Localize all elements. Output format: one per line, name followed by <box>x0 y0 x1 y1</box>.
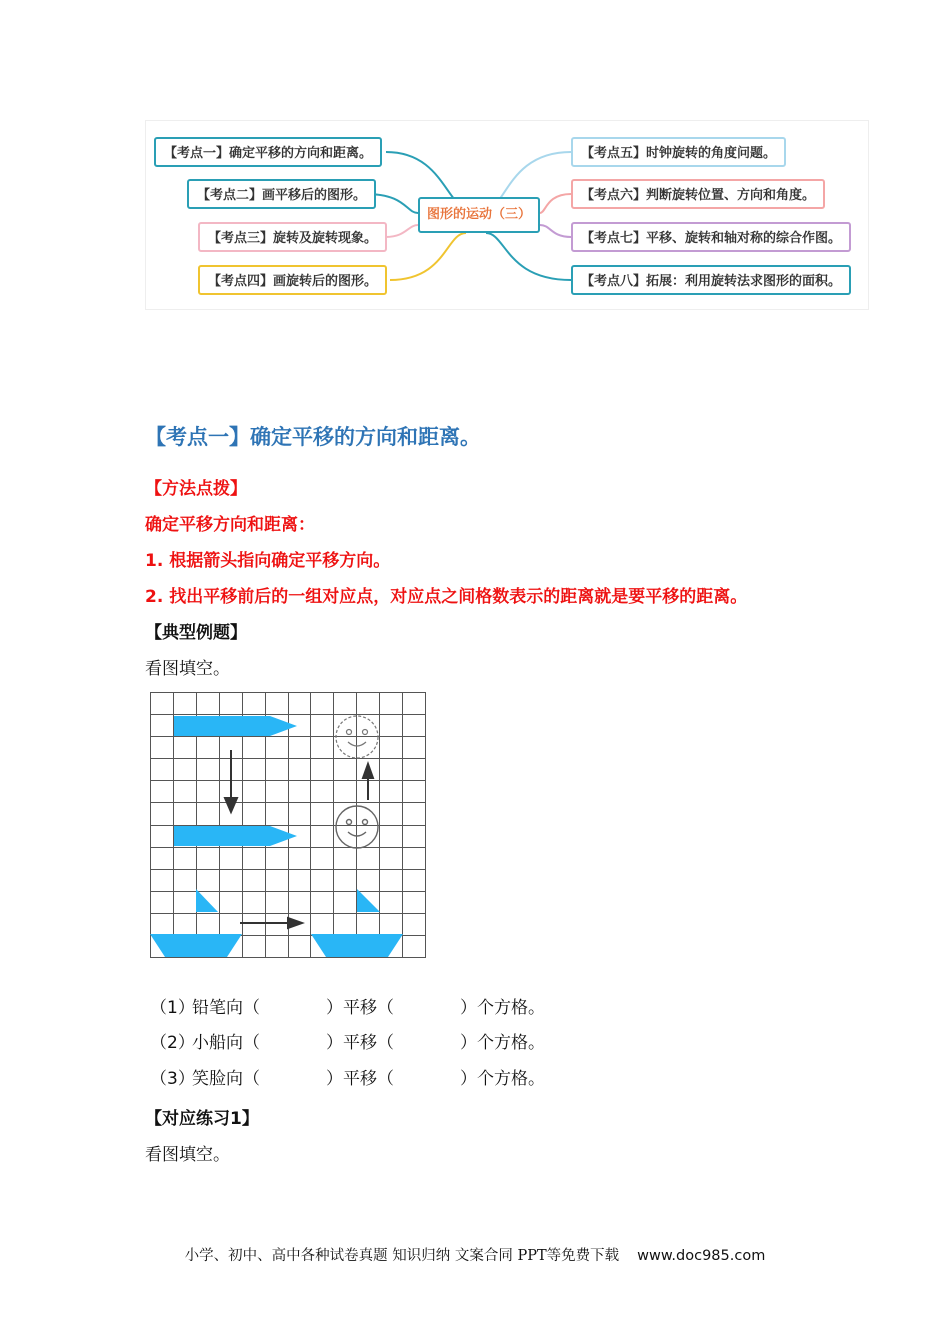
mind-map-node-3: 【考点三】旋转及旋转现象。 <box>198 222 387 252</box>
mind-map-center: 图形的运动（三） <box>418 197 540 233</box>
question-3-part2: ）个方格。 <box>460 1069 545 1089</box>
method-intro: 确定平移方向和距离： <box>145 515 315 535</box>
mind-map-node-2: 【考点二】画平移后的图形。 <box>187 179 376 209</box>
pencil-moved-shape <box>174 826 297 846</box>
footer-url: www.doc985.com <box>637 1248 766 1264</box>
mind-map-node-4: 【考点四】画旋转后的图形。 <box>198 265 387 295</box>
practice-instruction: 看图填空。 <box>145 1145 230 1165</box>
mind-map-node-1: 【考点一】确定平移的方向和距离。 <box>154 137 382 167</box>
question-3-object: 笑脸向（ <box>192 1069 260 1089</box>
question-2-part2: ）个方格。 <box>460 1033 545 1053</box>
arrow-right <box>240 918 302 928</box>
footer-text: 小学、初中、高中各种试卷真题 知识归纳 文案合同 PPT等免费下载 <box>184 1248 620 1264</box>
question-1-part2: ）个方格。 <box>460 998 545 1018</box>
question-1 <box>150 996 570 1020</box>
question-1-object: 铅笔向（ <box>192 998 260 1018</box>
method-point-1: 1. 根据箭头指向确定平移方向。 <box>145 551 391 571</box>
mind-map-node-5: 【考点五】时钟旋转的角度问题。 <box>571 137 786 167</box>
question-2-object: 小船向（ <box>192 1033 260 1053</box>
question-1-number: （1） <box>150 998 195 1018</box>
arrow-up <box>363 764 373 800</box>
mind-map <box>145 120 869 310</box>
mind-map-node-6: 【考点六】判断旋转位置、方向和角度。 <box>571 179 825 209</box>
mind-map-node-8: 【考点八】拓展：利用旋转法求图形的面积。 <box>571 265 851 295</box>
question-2-number: （2） <box>150 1033 195 1053</box>
section-title: 【考点一】确定平移的方向和距离。 <box>145 425 481 449</box>
method-heading: 【方法点拨】 <box>145 479 247 499</box>
example-heading: 【典型例题】 <box>145 623 247 643</box>
translation-grid-figure <box>150 692 426 958</box>
example-instruction: 看图填空。 <box>145 659 230 679</box>
question-3-part1: ）平移（ <box>326 1069 394 1089</box>
question-2 <box>150 1031 570 1055</box>
practice-heading: 【对应练习1】 <box>145 1109 259 1129</box>
question-1-part1: ）平移（ <box>326 998 394 1018</box>
question-3-number: （3） <box>150 1069 195 1089</box>
mind-map-node-7: 【考点七】平移、旋转和轴对称的综合作图。 <box>571 222 851 252</box>
question-2-part1: ）平移（ <box>326 1033 394 1053</box>
method-point-2: 2. 找出平移前后的一组对应点，对应点之间格数表示的距离就是要平移的距离。 <box>145 587 748 607</box>
pencil-original-shape <box>174 716 297 736</box>
question-3 <box>150 1067 570 1091</box>
page-footer <box>0 1244 950 1265</box>
